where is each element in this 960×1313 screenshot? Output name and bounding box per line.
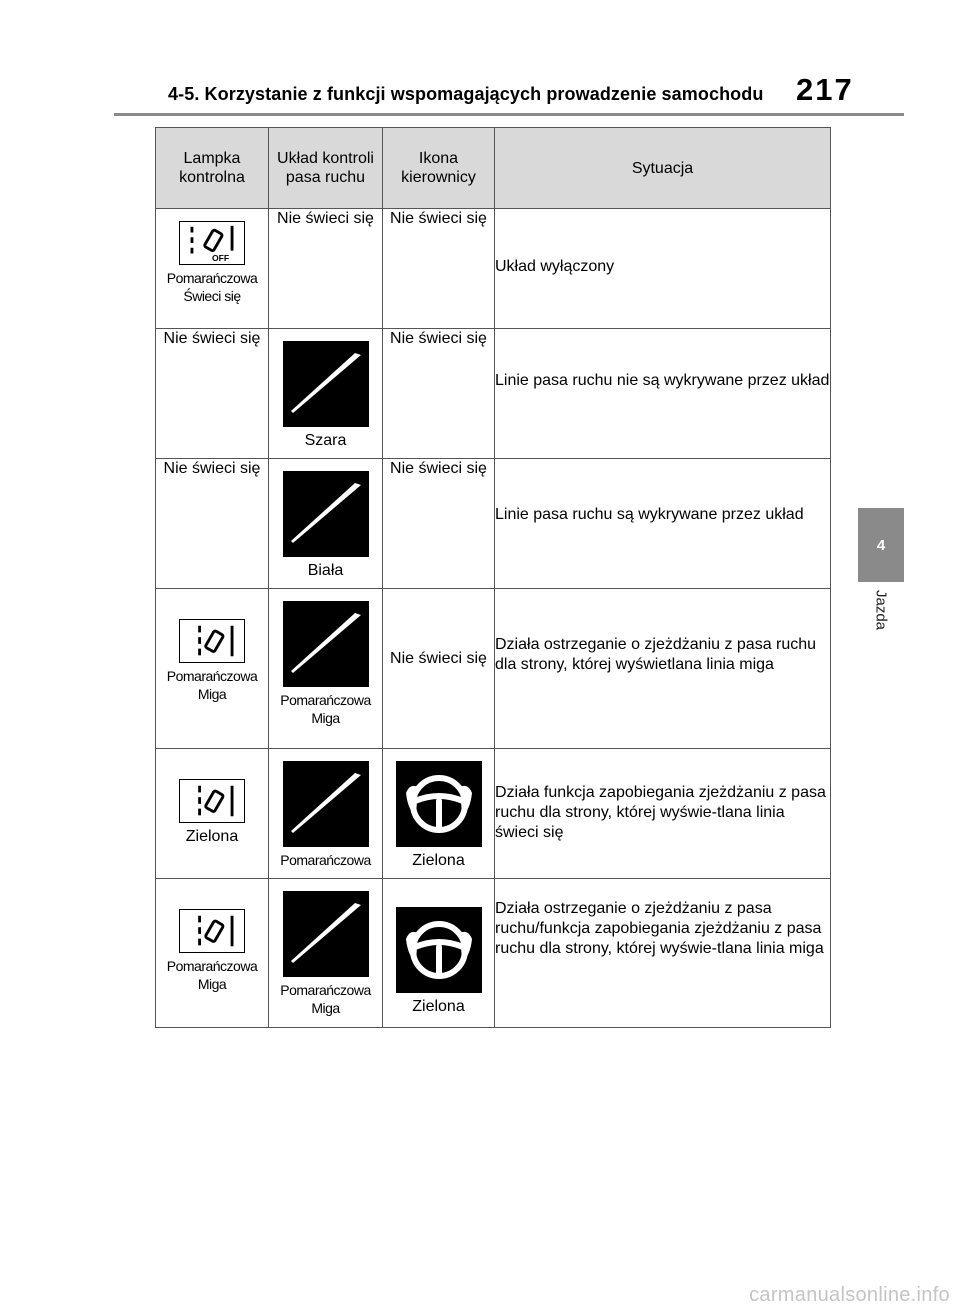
situation-cell: Linie pasa ruchu są wykrywane przez układ — [495, 459, 831, 589]
steering-wheel-hands-icon — [396, 761, 482, 847]
lane-caption: Szara — [304, 432, 347, 449]
lane-line-icon — [283, 761, 369, 847]
wheel-status: Nie świeci się — [390, 650, 487, 667]
lane-departure-off-icon — [179, 221, 245, 265]
lane-line-icon — [283, 341, 369, 427]
wheel-status: Nie świeci się — [390, 330, 487, 347]
lane-cell — [269, 209, 383, 329]
wheel-cell — [383, 459, 495, 589]
wheel-status: Nie świeci się — [390, 210, 487, 227]
column-header: Sytuacja — [495, 128, 831, 209]
table-header-row — [156, 128, 831, 209]
lane-line-icon — [283, 891, 369, 977]
steering-wheel-hands-icon — [396, 907, 482, 993]
situation-cell: Układ wyłączony — [495, 209, 831, 329]
lamp-caption: Pomarańczowa Miga — [166, 958, 258, 992]
chapter-number: 4 — [876, 536, 886, 554]
lamp-status: Nie świeci się — [163, 460, 261, 477]
table-row — [156, 589, 831, 749]
lamp-caption: Pomarańczowa Świeci się — [166, 270, 258, 304]
situation-cell: Działa ostrzeganie o zjeżdżaniu z pasa ruchu dla strony, której wyświetlana linia miga — [495, 589, 831, 749]
chapter-tab[interactable] — [858, 508, 904, 582]
lane-cell — [269, 749, 383, 879]
wheel-cell — [383, 329, 495, 459]
lane-departure-icon — [179, 619, 245, 663]
table-row — [156, 749, 831, 879]
lamp-caption: Pomarańczowa Miga — [166, 668, 258, 702]
table-row — [156, 209, 831, 329]
lane-status: Nie świeci się — [277, 210, 374, 227]
column-header: Układ kontroli pasa ruchu — [269, 128, 383, 209]
lane-departure-icon — [179, 779, 245, 823]
lamp-cell — [156, 459, 269, 589]
column-header: Lampka kontrolna — [156, 128, 269, 209]
wheel-caption: Zielona — [412, 852, 465, 869]
lamp-cell — [156, 879, 269, 1028]
lamp-caption: Zielona — [185, 828, 239, 845]
lane-caption: Pomarańczowa — [280, 852, 371, 868]
table-row — [156, 329, 831, 459]
wheel-cell — [383, 749, 495, 879]
lane-line-icon — [283, 471, 369, 557]
header-divider — [114, 113, 904, 116]
lane-line-icon — [283, 601, 369, 687]
indicator-table — [155, 127, 831, 1028]
lane-caption: Pomarańczowa Miga — [280, 982, 371, 1016]
lamp-cell — [156, 589, 269, 749]
situation-cell: Działa funkcja zapobiegania zjeżdżaniu z pasa ruchu dla strony, której wyświe-tlana linia świeci się — [495, 749, 831, 879]
wheel-cell — [383, 589, 495, 749]
lane-cell — [269, 459, 383, 589]
wheel-cell — [383, 209, 495, 329]
table-row — [156, 459, 831, 589]
page-number: 217 — [796, 72, 854, 107]
wheel-status: Nie świeci się — [390, 460, 487, 477]
wheel-cell — [383, 879, 495, 1028]
lamp-cell — [156, 749, 269, 879]
situation-cell: Działa ostrzeganie o zjeżdżaniu z pasa ruchu/funkcja zapobiegania zjeżdżaniu z pasa ruchu dla strony, której wyświe-tlana linia miga — [495, 879, 831, 1028]
lane-cell — [269, 329, 383, 459]
lamp-cell — [156, 329, 269, 459]
watermark: carmanualsonline.info — [749, 1284, 950, 1306]
section-title: 4-5. Korzystanie z funkcji wspomagających prowadzenie samochodu — [168, 84, 764, 104]
lane-cell — [269, 879, 383, 1028]
lane-caption: Biała — [307, 562, 344, 579]
lamp-status: Nie świeci się — [163, 330, 261, 347]
column-header: Ikona kierownicy — [383, 128, 495, 209]
lane-caption: Pomarańczowa Miga — [280, 692, 371, 726]
svg-text:OFF: OFF — [212, 253, 230, 264]
chapter-label: Jazda — [872, 590, 890, 631]
lane-cell — [269, 589, 383, 749]
lamp-cell — [156, 209, 269, 329]
wheel-caption: Zielona — [412, 998, 465, 1015]
situation-cell: Linie pasa ruchu nie są wykrywane przez układ — [495, 329, 831, 459]
lane-departure-icon — [179, 909, 245, 953]
table-row — [156, 879, 831, 1028]
